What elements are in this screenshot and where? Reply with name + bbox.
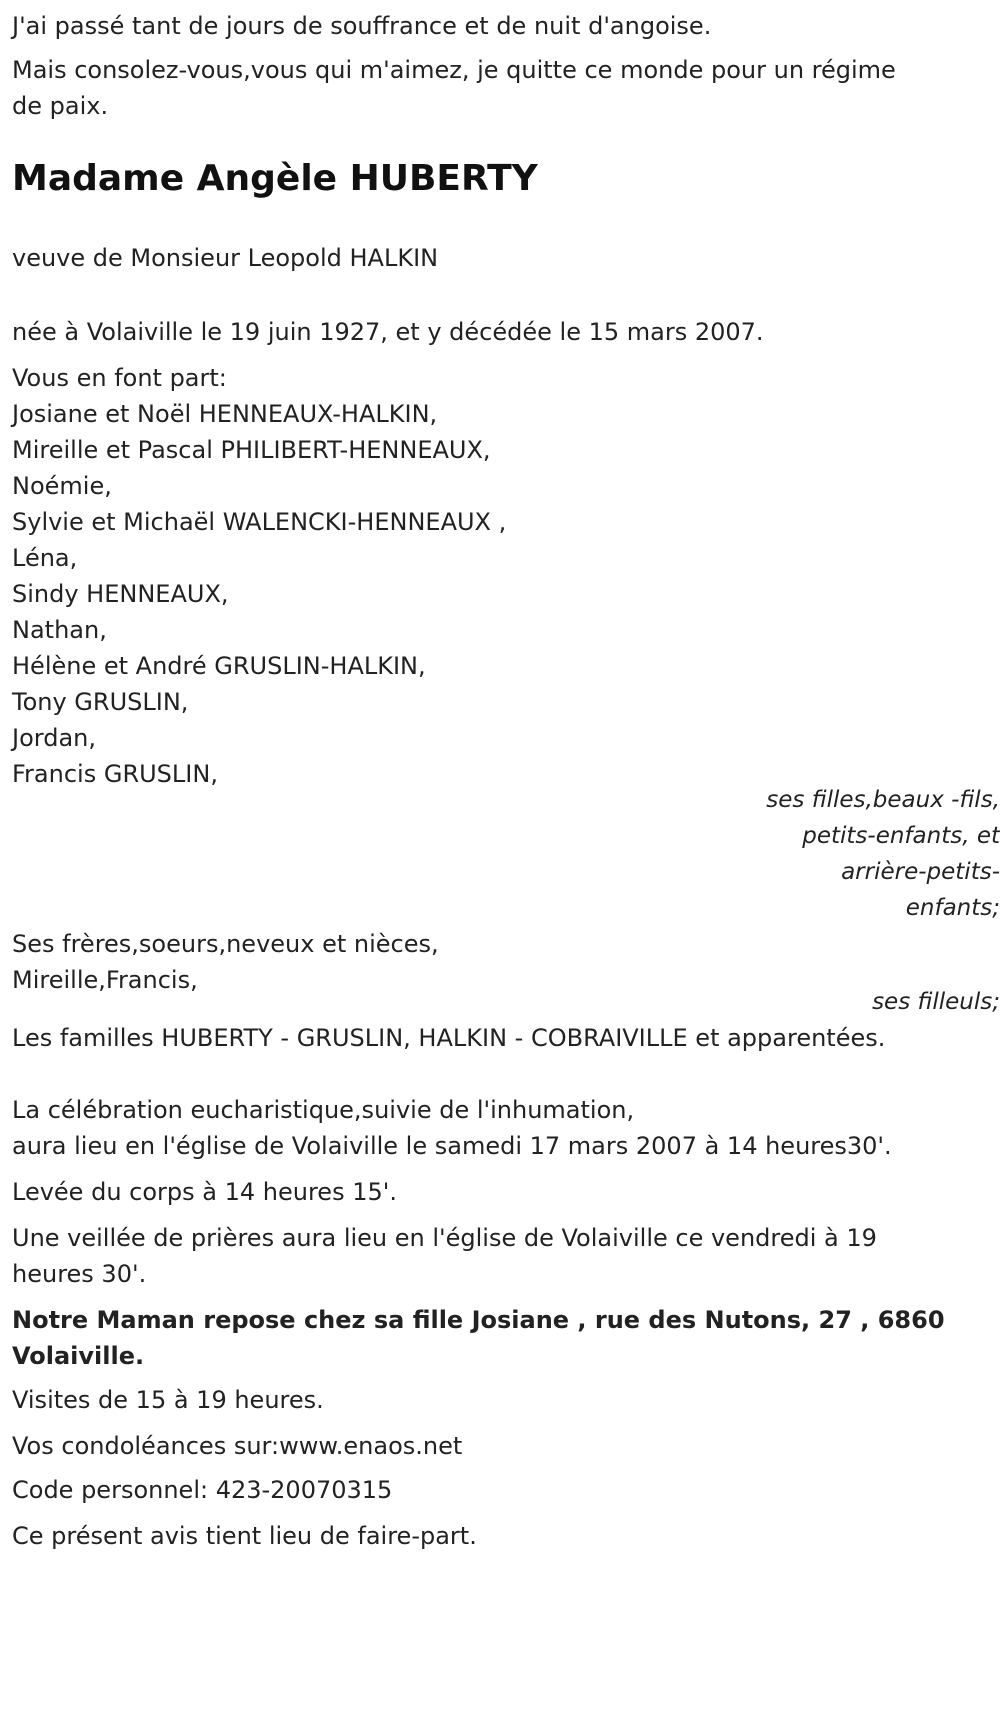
- poem-line: Mais consolez-vous,vous qui m'aimez, je quitte ce monde pour un régime: [12, 56, 896, 84]
- family-member: Noémie,: [12, 472, 112, 500]
- family-member: Mireille et Pascal PHILIBERT-HENNEAUX,: [12, 436, 491, 464]
- families: Les familles HUBERTY - GRUSLIN, HALKIN - COBRAIVILLE et apparentées.: [12, 1024, 886, 1052]
- family-member: Tony GRUSLIN,: [12, 688, 189, 716]
- condolences: Vos condoléances sur:www.enaos.net: [12, 1432, 463, 1460]
- ceremony-line: La célébration eucharistique,suivie de l'inhumation,: [12, 1096, 635, 1124]
- family-member: Francis GRUSLIN,: [12, 760, 218, 788]
- deceased-name-title: Madame Angèle HUBERTY: [12, 158, 538, 199]
- family-member: Sylvie et Michaël WALENCKI-HENNEAUX ,: [12, 508, 507, 536]
- rests-line: Notre Maman repose chez sa fille Josiane , rue des Nutons, 27 , 6860: [12, 1306, 945, 1334]
- godchildren: Mireille,Francis,: [12, 966, 198, 994]
- family-member: Hélène et André GRUSLIN-HALKIN,: [12, 652, 426, 680]
- family-role: enfants;: [905, 895, 1000, 921]
- ceremony-line: aura lieu en l'église de Volaiville le samedi 17 mars 2007 à 14 heures30'.: [12, 1132, 892, 1160]
- vigil-line: Une veillée de prières aura lieu en l'église de Volaiville ce vendredi à 19: [12, 1224, 877, 1252]
- poem-line: J'ai passé tant de jours de souffrance et de nuit d'angoise.: [12, 12, 712, 40]
- siblings: Ses frères,soeurs,neveux et nièces,: [12, 930, 439, 958]
- family-member: Jordan,: [12, 724, 96, 752]
- family-member: Léna,: [12, 544, 78, 572]
- notice: Ce présent avis tient lieu de faire-part.: [12, 1522, 477, 1550]
- family-role: ses filles,beaux -fils,: [766, 787, 1000, 813]
- body-removal: Levée du corps à 14 heures 15'.: [12, 1178, 397, 1206]
- poem-line: de paix.: [12, 92, 109, 120]
- widow-of: veuve de Monsieur Leopold HALKIN: [12, 244, 439, 272]
- personal-code: Code personnel: 423-20070315: [12, 1476, 393, 1504]
- vigil-line: heures 30'.: [12, 1260, 147, 1288]
- family-member: Sindy HENNEAUX,: [12, 580, 229, 608]
- rests-line: Volaiville.: [12, 1342, 145, 1370]
- birth-death: née à Volaiville le 19 juin 1927, et y décédée le 15 mars 2007.: [12, 318, 764, 346]
- family-role: petits-enfants, et: [802, 823, 1000, 849]
- godchildren-role: ses filleuls;: [872, 989, 1000, 1015]
- family-member: Nathan,: [12, 616, 107, 644]
- announcers-intro: Vous en font part:: [12, 364, 227, 392]
- family-role: arrière-petits-: [841, 859, 1000, 885]
- visits: Visites de 15 à 19 heures.: [12, 1386, 324, 1414]
- family-member: Josiane et Noël HENNEAUX-HALKIN,: [12, 400, 438, 428]
